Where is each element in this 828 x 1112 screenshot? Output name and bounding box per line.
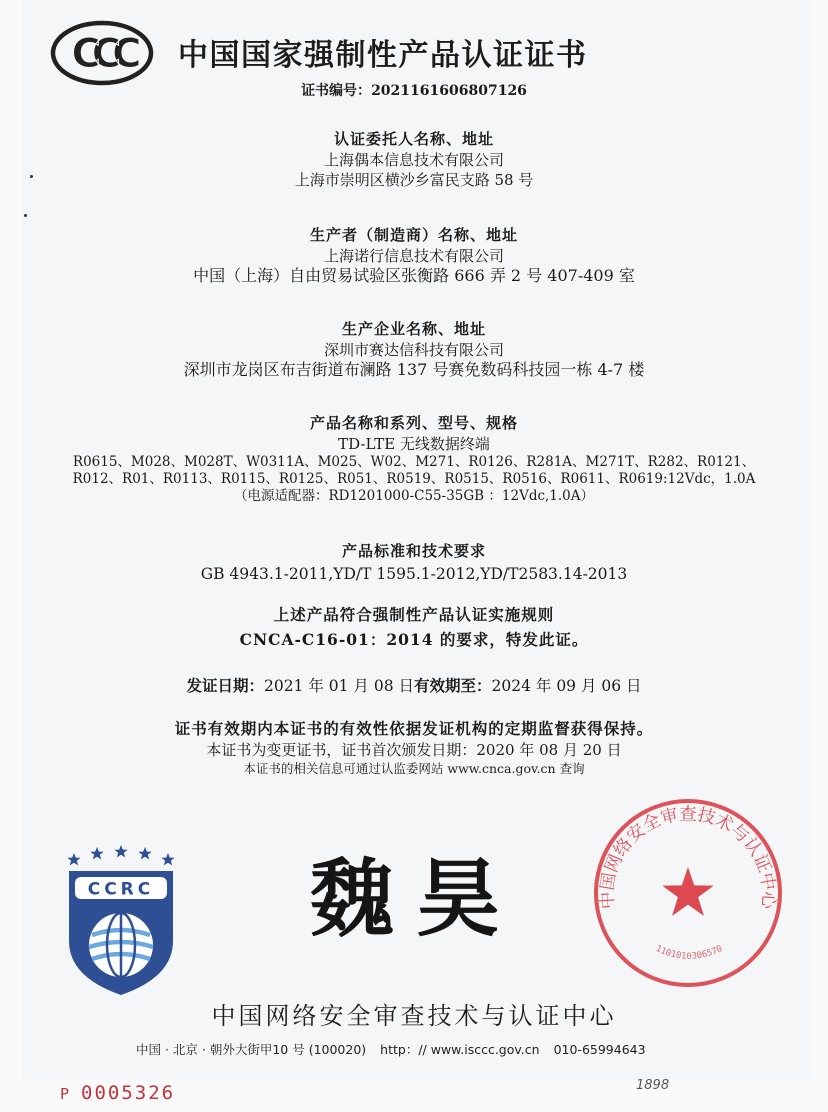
product-models-line-2: R012、R01、R0113、R0115、R0125、R051、R0519、R0515、R0516、R0611、R0619:12Vdc，1.0A — [72, 471, 756, 487]
ccc-logo-icon — [50, 20, 154, 86]
factory-heading: 生产企业名称、地址 — [341, 320, 486, 338]
cert-no-label: 证书编号： — [301, 83, 372, 99]
conformity-line-2: CNCA-C16-01：2014 的要求，特发此证。 — [239, 630, 589, 649]
notes-section — [0, 718, 828, 777]
product-heading: 产品名称和系列、型号、规格 — [309, 414, 518, 432]
applicant-name: 上海偶本信息技术有限公司 — [323, 151, 504, 169]
manufacturer-section — [0, 224, 828, 286]
issue-date-label: 发证日期： — [186, 676, 264, 695]
issuer-address: 中国 · 北京 · 朝外大街甲10 号 (100020) — [136, 1042, 367, 1057]
product-adapter: （电源适配器：RD1201000-C55-35GB ：12Vdc,1.0A） — [233, 488, 595, 504]
issuer-phone: 010-65994643 — [553, 1042, 646, 1057]
manufacturer-address: 中国（上海）自由贸易试验区张衡路 666 弄 2 号 407-409 室 — [193, 266, 635, 285]
expiry-date: 2024 年 09 月 06 日 — [491, 677, 642, 695]
signature-text: 魏昊 — [309, 849, 523, 948]
validity-note: 证书有效期内本证书的有效性依据发证机构的定期监督获得保持。 — [174, 719, 654, 738]
official-seal-icon — [590, 795, 786, 991]
serial-value: 0005326 — [81, 1082, 176, 1104]
serial-prefix: P — [60, 1085, 72, 1103]
issuer-name: 中国网络安全审查技术与认证中心 — [211, 1002, 617, 1030]
expiry-date-label: 有效期至： — [414, 676, 492, 695]
cert-no-value: 2021161606807126 — [371, 83, 527, 99]
conformity-line-1: 上述产品符合强制性产品认证实施规则 — [273, 605, 555, 624]
standards-heading: 产品标准和技术要求 — [341, 542, 486, 560]
ccrc-globe-icon — [89, 913, 153, 977]
factory-address: 深圳市龙岗区布吉街道布澜路 137 号赛免数码科技园一栋 4-7 楼 — [183, 360, 645, 379]
certificate-title: 中国国家强制性产品认证证书 — [178, 38, 588, 73]
product-name: TD-LTE 无线数据终端 — [338, 435, 490, 453]
ccc-logo-text: CCC — [71, 31, 133, 77]
paper-speck — [24, 214, 27, 217]
serial-number — [60, 1082, 175, 1104]
ccrc-stars — [67, 845, 174, 865]
applicant-heading: 认证委托人名称、地址 — [333, 130, 494, 148]
standards-value: GB 4943.1-2011,YD/T 1595.1-2012,YD/T2583.14-2013 — [200, 565, 628, 583]
seal-code: 1101010306570 — [653, 944, 725, 962]
issue-date: 2021 年 01 月 08 日 — [263, 677, 414, 695]
handwritten-number: 1898 — [636, 1078, 670, 1093]
applicant-section — [0, 128, 828, 190]
factory-name: 深圳市赛达信科技有限公司 — [323, 341, 504, 359]
issuer-website: http：// www.isccc.gov.cn — [380, 1042, 540, 1057]
ccrc-text: CCRC — [87, 879, 155, 900]
seal-text: 中国网络安全审查技术与认证中心 — [597, 804, 779, 910]
website-note: 本证书的相关信息可通过认监委网站 www.cnca.gov.cn 查询 — [243, 761, 585, 776]
factory-section — [0, 318, 828, 380]
manufacturer-heading: 生产者（制造商）名称、地址 — [309, 226, 518, 244]
conformity-section — [0, 604, 828, 651]
paper-speck — [30, 175, 33, 178]
ccrc-emblem-icon — [64, 845, 178, 997]
signature-icon — [282, 848, 554, 950]
product-section — [0, 412, 828, 505]
dates-section — [0, 676, 828, 696]
certificate-number — [0, 80, 828, 100]
issuer-contact — [136, 1040, 786, 1058]
applicant-address: 上海市崇明区横沙乡富民支路 58 号 — [294, 171, 534, 189]
seal-star-icon — [662, 867, 713, 916]
manufacturer-name: 上海诺行信息技术有限公司 — [323, 247, 504, 265]
change-note: 本证书为变更证书，证书首次颁发日期：2020 年 08 月 20 日 — [206, 741, 622, 759]
standards-section — [0, 540, 828, 584]
product-models-line-1: R0615、M028、M028T、W0311A、M025、W02、M271、R0126、R281A、M271T、R282、R0121、 — [72, 454, 756, 470]
